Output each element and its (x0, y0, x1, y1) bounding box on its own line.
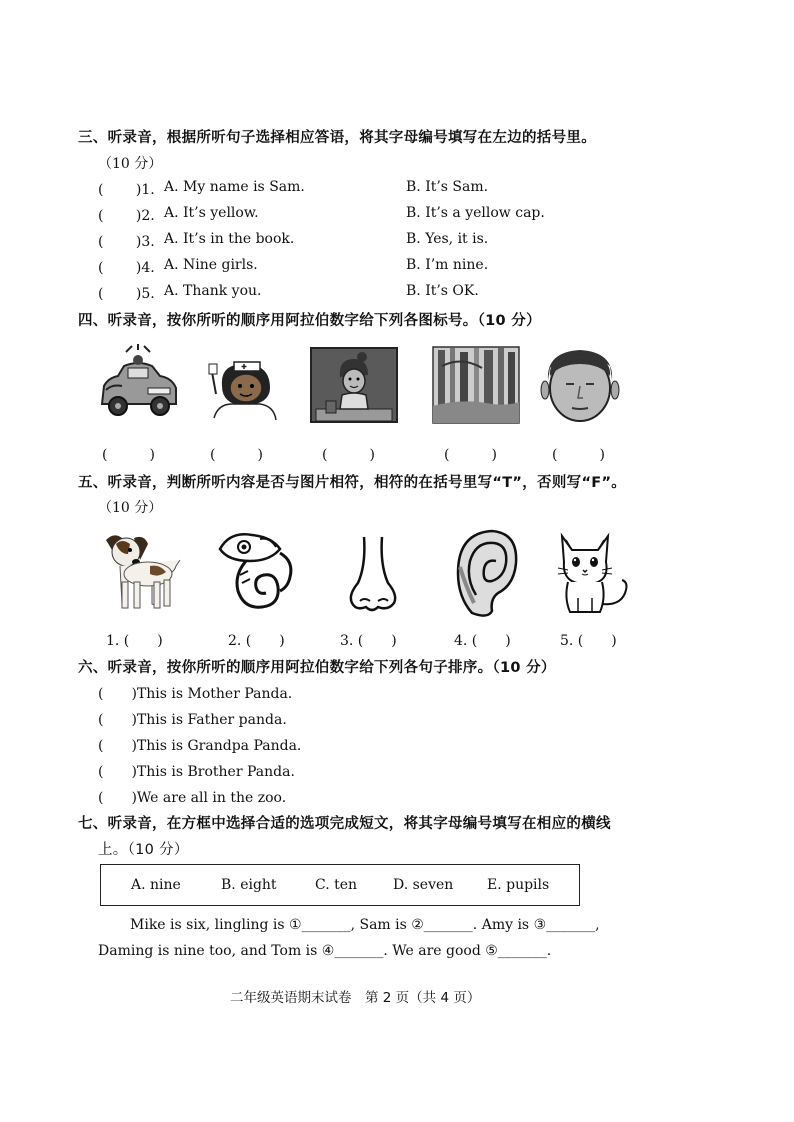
section3-score: （10 分） (98, 156, 163, 172)
section5-bracket-5[interactable]: 5. ( ) (560, 633, 617, 649)
face-picture (540, 346, 620, 424)
section6-item-5: ( )We are all in the zoo. (98, 790, 287, 806)
ear-picture (452, 527, 522, 619)
section3-q1-num: ( )1. (98, 182, 155, 198)
section3-q5-num: ( )5. (98, 286, 155, 302)
section3-q5-a: A. Thank you. (164, 283, 262, 299)
section6-item-3: ( )This is Grandpa Panda. (98, 738, 302, 754)
police-car-picture (98, 342, 180, 424)
section3-q2-a: A. It’s yellow. (164, 205, 259, 221)
section3-q4-b: B. I’m nine. (406, 257, 489, 273)
section4-bracket-3[interactable]: ( ) (322, 447, 375, 463)
section3-q3-num: ( )3. (98, 234, 155, 250)
passage-line-1: Mike is six, lingling is ①_______, Sam is ②_______. Amy is ③_______, (130, 917, 600, 933)
section5-bracket-3[interactable]: 3. ( ) (340, 633, 397, 649)
section5-title: 五、听录音，判断所听内容是否与图片相符，相符的在括号里写“T”，否则写“F”。 (78, 475, 627, 491)
section3-q3-a: A. It’s in the book. (164, 231, 295, 247)
cat-picture (556, 532, 630, 616)
section3-q5-b: B. It’s OK. (406, 283, 479, 299)
section3-q2-b: B. It’s a yellow cap. (406, 205, 545, 221)
section5-bracket-2[interactable]: 2. ( ) (228, 633, 285, 649)
passage-line-2: Daming is nine too, and Tom is ④_______. We are good ⑤_______. (98, 943, 552, 959)
nose-picture (344, 535, 404, 617)
option-d: D. seven (393, 877, 454, 893)
option-a: A. nine (131, 877, 181, 893)
section5-bracket-1[interactable]: 1. ( ) (106, 633, 163, 649)
section3-q1-b: B. It’s Sam. (406, 179, 489, 195)
section3-q2-num: ( )2. (98, 208, 155, 224)
dog-picture (100, 530, 184, 616)
section3-q4-a: A. Nine girls. (164, 257, 258, 273)
section6-item-2: ( )This is Father panda. (98, 712, 287, 728)
section6-item-4: ( )This is Brother Panda. (98, 764, 295, 780)
section7-title: 七、听录音，在方框中选择合适的选项完成短文，将其字母编号填写在相应的横线 (78, 816, 611, 832)
option-b: B. eight (221, 877, 277, 893)
section3-q4-num: ( )4. (98, 260, 155, 276)
section7-title-cont: 上。（10 分） (98, 842, 189, 858)
section4-title: 四、听录音，按你所听的顺序用阿拉伯数字给下列各图标号。（10 分） (78, 313, 541, 329)
section4-bracket-5[interactable]: ( ) (552, 447, 605, 463)
section3-q1-a: A. My name is Sam. (164, 179, 305, 195)
section5-bracket-4[interactable]: 4. ( ) (454, 633, 511, 649)
option-e: E. pupils (487, 877, 550, 893)
chameleon-picture (210, 527, 300, 617)
section4-bracket-2[interactable]: ( ) (210, 447, 263, 463)
nurse-picture (204, 356, 282, 422)
page-footer: 二年级英语期末试卷 第 2 页（共 4 页） (230, 990, 481, 1006)
section6-title: 六、听录音，按你所听的顺序用阿拉伯数字给下列各句子排序。（10 分） (78, 660, 556, 676)
options-box (100, 864, 580, 906)
section5-score: （10 分） (98, 500, 163, 516)
section6-item-1: ( )This is Mother Panda. (98, 686, 293, 702)
teacher-picture (310, 347, 398, 423)
forest-picture (432, 346, 520, 424)
option-c: C. ten (315, 877, 358, 893)
section3-title: 三、听录音，根据所听句子选择相应答语，将其字母编号填写在左边的括号里。 (78, 130, 596, 146)
section4-bracket-4[interactable]: ( ) (444, 447, 497, 463)
section4-bracket-1[interactable]: ( ) (102, 447, 155, 463)
section3-q3-b: B. Yes, it is. (406, 231, 489, 247)
